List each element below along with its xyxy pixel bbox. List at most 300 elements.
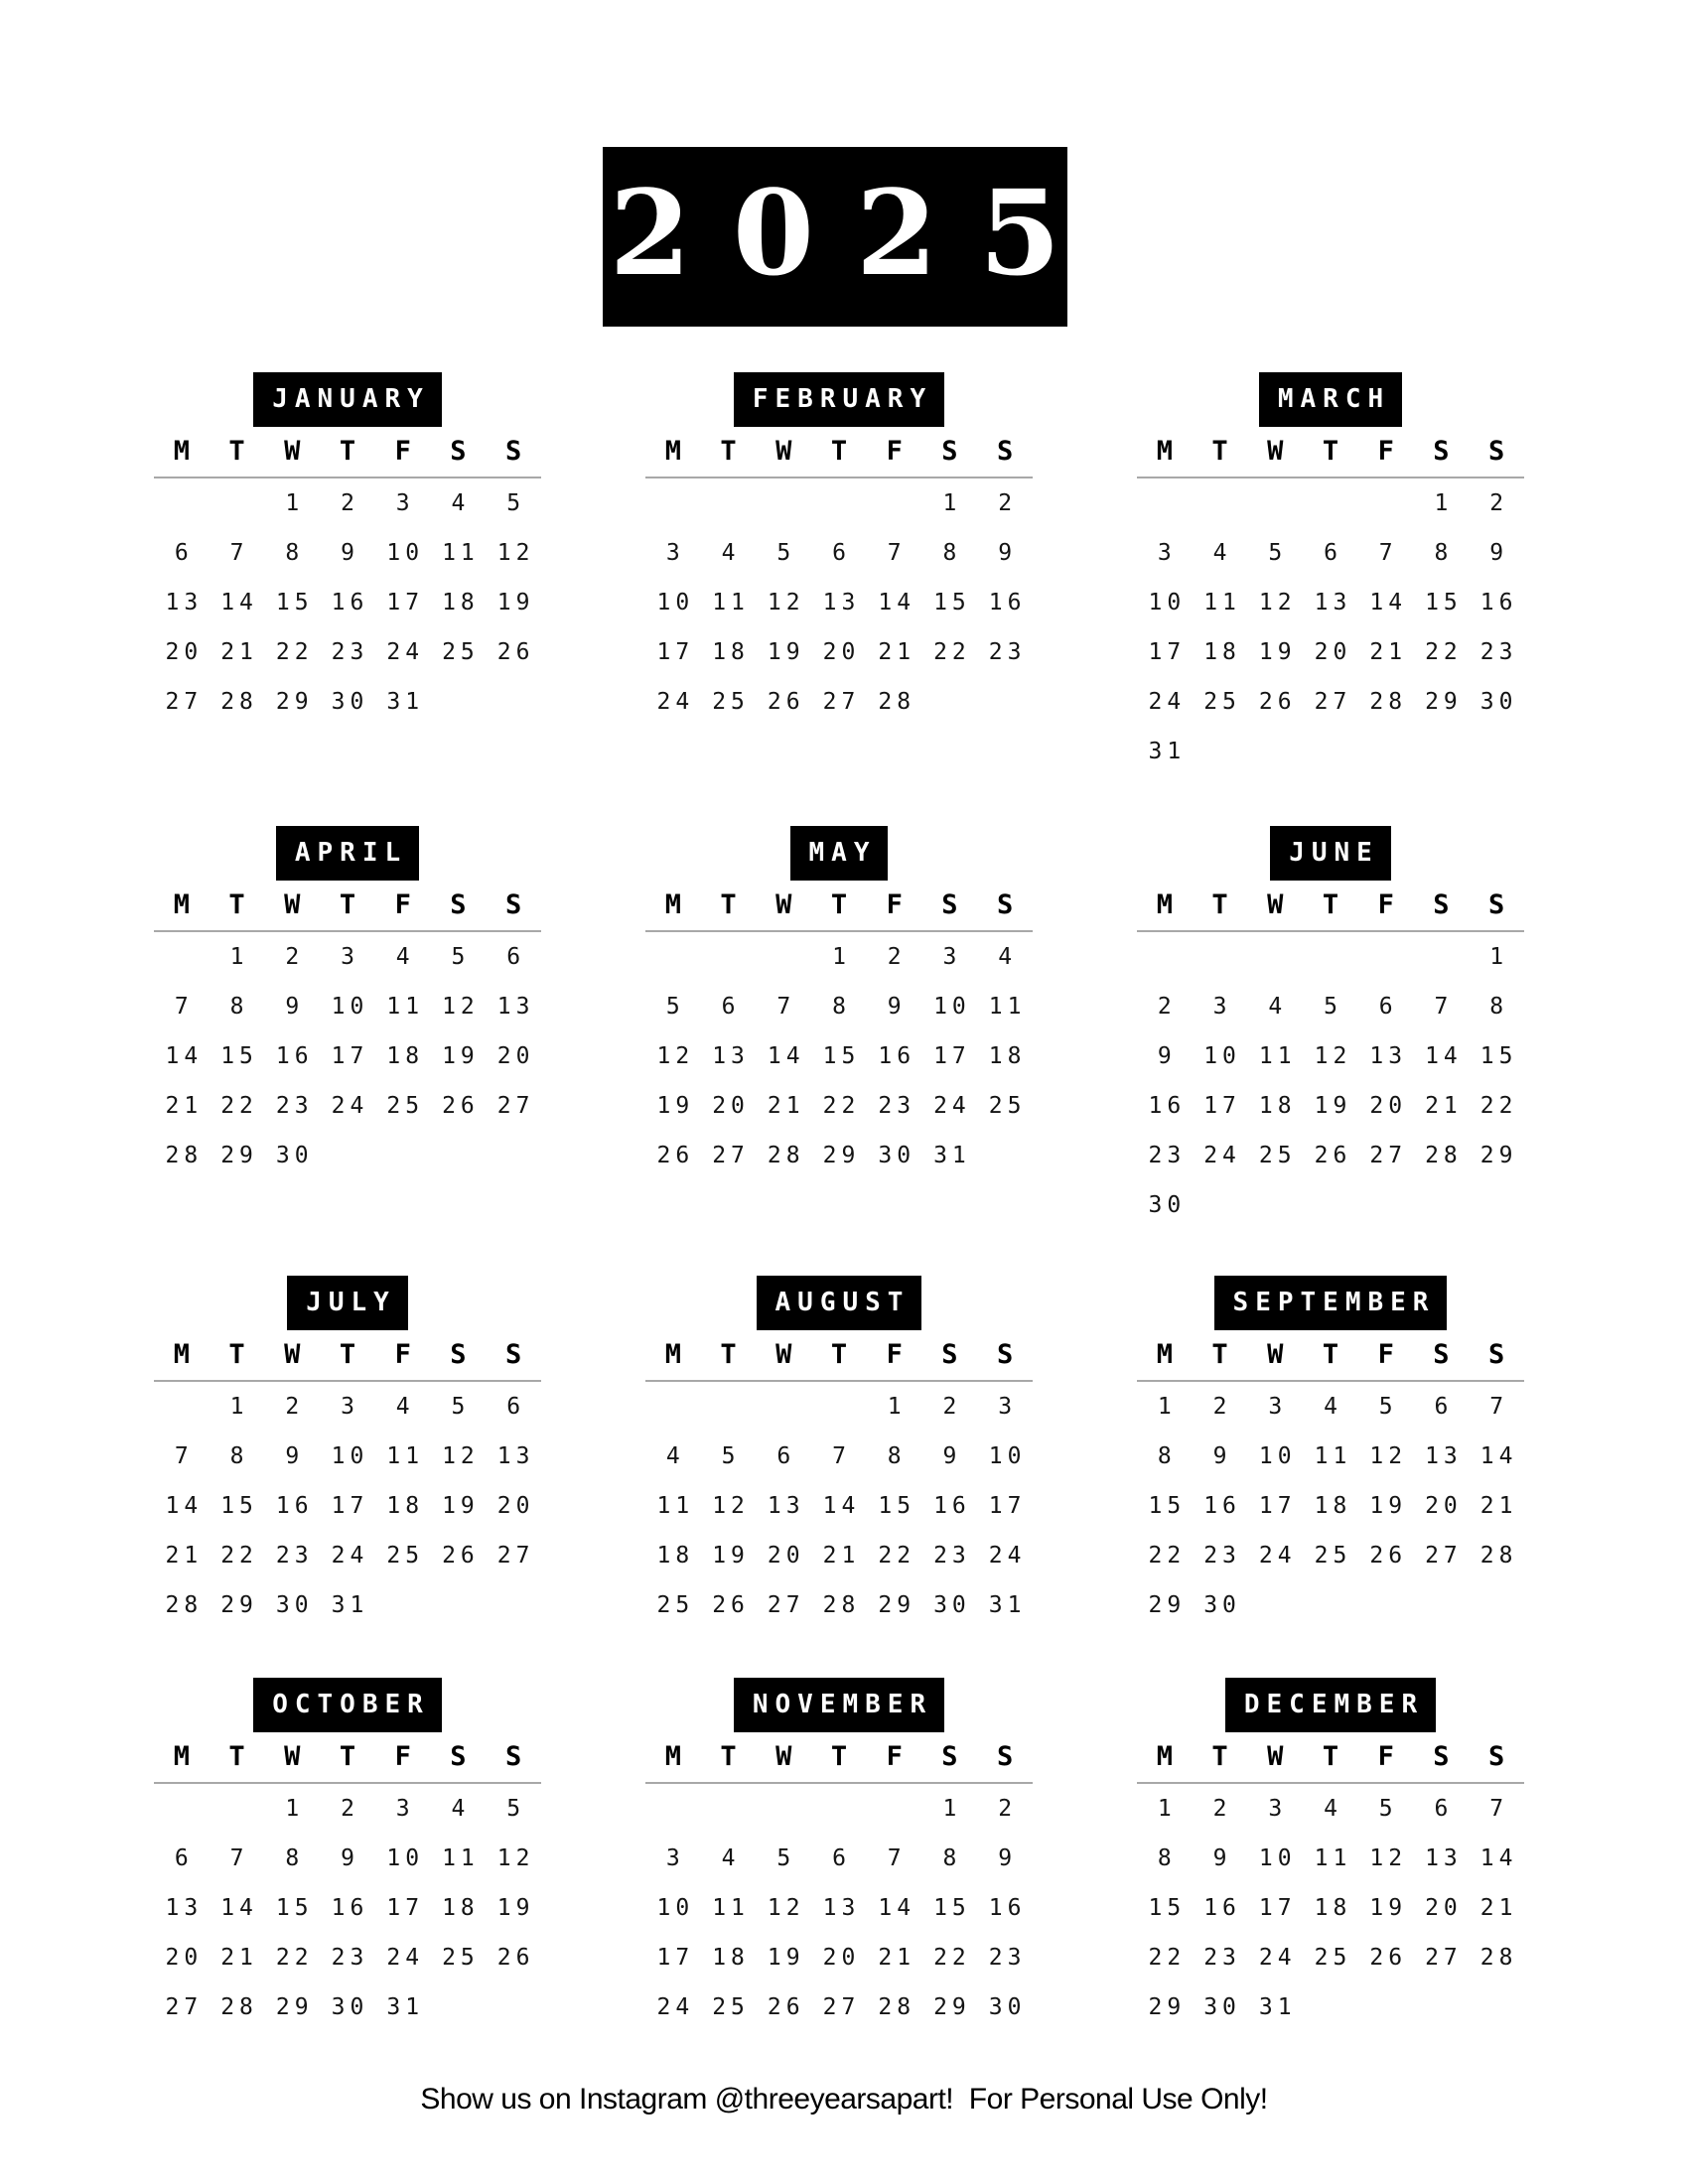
weekday-label: S — [941, 435, 958, 467]
day-cell: 29 — [275, 689, 314, 715]
day-cell: 21 — [165, 1093, 204, 1119]
weekday-header-row — [645, 887, 1033, 922]
day-cell: 15 — [275, 590, 314, 615]
weekday-label: T — [228, 888, 245, 920]
day-cell: 21 — [220, 1945, 258, 1971]
weekday-label: S — [450, 1338, 467, 1370]
day-cell: 29 — [220, 1143, 258, 1168]
day-cell: 31 — [1148, 739, 1187, 764]
months-grid — [154, 372, 1524, 2032]
day-cell: 9 — [1489, 540, 1509, 566]
day-cell: 19 — [767, 1945, 805, 1971]
day-cell: 12 — [1314, 1043, 1352, 1069]
day-cell: 12 — [442, 994, 480, 1020]
day-cell-empty — [1247, 1580, 1303, 1630]
day-cell: 8 — [1489, 994, 1509, 1020]
weekday-label: S — [1488, 1338, 1505, 1370]
week-row — [1137, 1131, 1524, 1180]
day-cell: 11 — [386, 994, 425, 1020]
day-cell: 9 — [341, 1845, 359, 1871]
month-header — [154, 826, 541, 881]
day-cell-empty — [486, 1131, 541, 1180]
week-row — [645, 528, 1033, 578]
day-cell: 5 — [1268, 540, 1288, 566]
month-header — [154, 1678, 541, 1732]
day-cell: 20 — [1425, 1895, 1463, 1921]
day-cell: 14 — [165, 1043, 204, 1069]
day-cell: 23 — [988, 1945, 1027, 1971]
day-cell-empty — [867, 1784, 922, 1834]
month-header — [645, 826, 1033, 881]
day-cell: 27 — [822, 1994, 861, 2020]
day-cell: 12 — [712, 1493, 750, 1519]
day-cell: 31 — [988, 1592, 1027, 1618]
day-cell-empty — [867, 478, 922, 528]
day-cell: 6 — [506, 1394, 526, 1420]
day-cell: 20 — [712, 1093, 750, 1119]
day-cell: 28 — [1479, 1945, 1518, 1971]
day-cell: 8 — [942, 1845, 962, 1871]
weekday-label: S — [997, 1740, 1014, 1772]
month-header — [645, 1678, 1033, 1732]
day-cell: 7 — [1489, 1394, 1509, 1420]
month-title: MAY — [790, 826, 889, 881]
weekday-label: F — [394, 435, 411, 467]
day-cell: 26 — [712, 1592, 750, 1618]
day-cell: 19 — [656, 1093, 695, 1119]
day-cell-empty — [1137, 932, 1193, 982]
day-cell: 6 — [1324, 540, 1342, 566]
day-cell: 22 — [933, 639, 971, 665]
weekday-label: T — [339, 435, 356, 467]
day-cell-empty — [1358, 478, 1414, 528]
day-cell: 14 — [1425, 1043, 1463, 1069]
month-april — [154, 826, 541, 1180]
day-cell: 31 — [1258, 1994, 1297, 2020]
weekday-label: W — [284, 435, 301, 467]
week-row — [645, 1580, 1033, 1630]
weekday-label: F — [886, 1338, 903, 1370]
day-cell: 14 — [1479, 1443, 1518, 1469]
weekday-label: T — [1211, 888, 1228, 920]
weekday-label: S — [997, 1338, 1014, 1370]
day-cell: 26 — [1258, 689, 1297, 715]
day-cell-empty — [1358, 1580, 1414, 1630]
day-cell: 11 — [1314, 1845, 1352, 1871]
day-cell: 17 — [933, 1043, 971, 1069]
week-row — [645, 1982, 1033, 2032]
weekday-label: W — [284, 1740, 301, 1772]
day-cell: 25 — [1314, 1543, 1352, 1569]
day-cell: 23 — [275, 1093, 314, 1119]
day-cell: 13 — [1314, 590, 1352, 615]
day-cell: 13 — [165, 590, 204, 615]
day-cell: 14 — [767, 1043, 805, 1069]
day-cell: 14 — [878, 590, 916, 615]
day-cell: 13 — [1369, 1043, 1408, 1069]
day-cell: 25 — [1314, 1945, 1352, 1971]
day-cell-empty — [701, 478, 757, 528]
day-cell: 4 — [1268, 994, 1288, 1020]
day-cell: 5 — [451, 944, 471, 970]
week-row — [1137, 1580, 1524, 1630]
day-cell: 20 — [496, 1043, 535, 1069]
weekday-label: S — [941, 1338, 958, 1370]
day-cell: 28 — [1425, 1143, 1463, 1168]
week-row — [645, 932, 1033, 982]
day-cell: 1 — [229, 944, 249, 970]
day-cell-empty — [811, 1382, 867, 1432]
day-cell: 18 — [1258, 1093, 1297, 1119]
day-cell: 31 — [331, 1592, 369, 1618]
day-cell: 21 — [767, 1093, 805, 1119]
day-cell: 9 — [1212, 1845, 1232, 1871]
weekday-label: S — [997, 888, 1014, 920]
day-cell: 11 — [1258, 1043, 1297, 1069]
weekday-label: F — [886, 888, 903, 920]
month-header — [1137, 1678, 1524, 1732]
day-cell-empty — [210, 1784, 265, 1834]
day-cell: 2 — [1157, 994, 1177, 1020]
week-row — [154, 1131, 541, 1180]
weekday-label: S — [1433, 888, 1450, 920]
month-header — [1137, 826, 1524, 881]
weekday-label: T — [830, 435, 848, 467]
day-cell-empty — [701, 932, 757, 982]
month-august — [645, 1276, 1033, 1630]
weekday-label: T — [1211, 1338, 1228, 1370]
day-cell: 2 — [341, 1796, 359, 1822]
week-row — [1137, 982, 1524, 1031]
day-cell: 2 — [341, 490, 359, 516]
day-cell: 11 — [1203, 590, 1241, 615]
weekday-label: T — [339, 1338, 356, 1370]
day-cell: 9 — [887, 994, 907, 1020]
day-cell-empty — [486, 677, 541, 727]
day-cell: 13 — [822, 1895, 861, 1921]
day-cell: 30 — [331, 689, 369, 715]
weekday-label: T — [228, 1338, 245, 1370]
day-cell: 14 — [1479, 1845, 1518, 1871]
weekday-label: F — [1377, 888, 1394, 920]
day-cell: 23 — [1203, 1945, 1241, 1971]
weekday-label: S — [450, 888, 467, 920]
day-cell-empty — [1247, 478, 1303, 528]
day-cell: 23 — [1148, 1143, 1187, 1168]
day-cell: 5 — [776, 540, 796, 566]
day-cell: 10 — [331, 1443, 369, 1469]
day-cell: 5 — [451, 1394, 471, 1420]
day-cell: 27 — [767, 1592, 805, 1618]
month-title: FEBRUARY — [734, 372, 944, 427]
day-cell: 15 — [1425, 590, 1463, 615]
day-cell: 22 — [1148, 1543, 1187, 1569]
day-cell: 12 — [656, 1043, 695, 1069]
day-cell-empty — [1193, 478, 1248, 528]
day-cell: 18 — [442, 1895, 480, 1921]
day-cell: 18 — [988, 1043, 1027, 1069]
day-cell: 3 — [1157, 540, 1177, 566]
day-cell: 4 — [1324, 1394, 1342, 1420]
day-cell: 10 — [656, 590, 695, 615]
day-cell: 16 — [988, 590, 1027, 615]
day-cell: 21 — [1369, 639, 1408, 665]
day-cell: 6 — [721, 994, 741, 1020]
day-cell-empty — [1414, 1982, 1470, 2032]
day-cell: 8 — [1434, 540, 1454, 566]
week-row — [154, 478, 541, 528]
weekday-label: W — [1267, 1338, 1284, 1370]
weekday-label: S — [505, 1338, 522, 1370]
day-cell: 20 — [822, 639, 861, 665]
month-january — [154, 372, 541, 727]
day-cell: 24 — [656, 689, 695, 715]
day-cell: 9 — [341, 540, 359, 566]
day-cell-empty — [1469, 1982, 1524, 2032]
day-cell: 18 — [712, 1945, 750, 1971]
day-cell-empty — [701, 1382, 757, 1432]
day-cell: 27 — [165, 1994, 204, 2020]
day-cell: 22 — [1479, 1093, 1518, 1119]
day-cell: 1 — [1157, 1796, 1177, 1822]
day-cell: 7 — [174, 1443, 194, 1469]
day-cell: 19 — [767, 639, 805, 665]
day-cell: 3 — [1268, 1394, 1288, 1420]
day-cell: 29 — [1148, 1592, 1187, 1618]
month-header — [154, 1276, 541, 1330]
day-cell: 8 — [887, 1443, 907, 1469]
day-cell: 12 — [496, 540, 535, 566]
month-june — [1137, 826, 1524, 1230]
week-row — [1137, 727, 1524, 776]
week-row — [645, 1883, 1033, 1933]
month-header — [645, 1276, 1033, 1330]
day-cell: 12 — [1369, 1845, 1408, 1871]
day-cell: 24 — [331, 1543, 369, 1569]
week-row — [1137, 1982, 1524, 2032]
day-cell: 28 — [1369, 689, 1408, 715]
day-cell: 16 — [1203, 1493, 1241, 1519]
day-cell: 3 — [665, 1845, 685, 1871]
day-cell: 22 — [878, 1543, 916, 1569]
day-cell: 16 — [1148, 1093, 1187, 1119]
day-cell: 31 — [386, 689, 425, 715]
day-cell: 8 — [1157, 1845, 1177, 1871]
month-title: APRIL — [276, 826, 419, 881]
day-cell-empty — [1469, 727, 1524, 776]
day-cell-empty — [154, 932, 210, 982]
day-cell: 5 — [1378, 1394, 1398, 1420]
week-row — [1137, 578, 1524, 627]
day-cell: 23 — [933, 1543, 971, 1569]
week-row — [645, 478, 1033, 528]
weekday-label: S — [997, 435, 1014, 467]
day-cell: 2 — [1212, 1796, 1232, 1822]
month-title: AUGUST — [757, 1276, 922, 1330]
day-cell: 15 — [220, 1493, 258, 1519]
day-cell-empty — [645, 478, 701, 528]
week-row — [154, 627, 541, 677]
weekday-label: T — [830, 1338, 848, 1370]
day-cell: 29 — [1425, 689, 1463, 715]
day-cell: 14 — [220, 1895, 258, 1921]
day-cell: 8 — [285, 540, 305, 566]
day-cell: 18 — [1314, 1895, 1352, 1921]
day-cell: 22 — [275, 639, 314, 665]
week-row — [1137, 1031, 1524, 1081]
day-cell: 26 — [1314, 1143, 1352, 1168]
weekday-label: S — [1433, 1740, 1450, 1772]
weekday-label: W — [1267, 435, 1284, 467]
day-cell: 26 — [442, 1093, 480, 1119]
day-cell: 3 — [942, 944, 962, 970]
day-cell: 15 — [933, 590, 971, 615]
day-cell: 16 — [878, 1043, 916, 1069]
month-title: SEPTEMBER — [1214, 1276, 1448, 1330]
day-cell: 2 — [1489, 490, 1509, 516]
week-row — [154, 1982, 541, 2032]
day-cell: 9 — [1212, 1443, 1232, 1469]
day-cell: 6 — [832, 540, 851, 566]
day-cell: 16 — [988, 1895, 1027, 1921]
day-cell: 17 — [386, 590, 425, 615]
day-cell: 9 — [942, 1443, 962, 1469]
day-cell: 2 — [1212, 1394, 1232, 1420]
day-cell: 5 — [506, 490, 526, 516]
day-cell: 14 — [878, 1895, 916, 1921]
week-row — [645, 677, 1033, 727]
week-row — [154, 1883, 541, 1933]
month-title: DECEMBER — [1225, 1678, 1436, 1732]
week-row — [645, 1834, 1033, 1883]
day-cell: 27 — [712, 1143, 750, 1168]
day-cell: 6 — [776, 1443, 796, 1469]
weekday-label: T — [1322, 435, 1339, 467]
day-cell-empty — [431, 1131, 487, 1180]
weekday-label: T — [228, 435, 245, 467]
day-cell-empty — [1193, 932, 1248, 982]
day-cell: 24 — [386, 1945, 425, 1971]
day-cell: 24 — [656, 1994, 695, 2020]
day-cell: 16 — [275, 1043, 314, 1069]
day-cell: 25 — [1203, 689, 1241, 715]
day-cell: 4 — [721, 1845, 741, 1871]
week-row — [645, 1481, 1033, 1531]
day-cell: 10 — [933, 994, 971, 1020]
day-cell: 30 — [933, 1592, 971, 1618]
day-cell: 27 — [1369, 1143, 1408, 1168]
day-cell: 30 — [988, 1994, 1027, 2020]
day-cell: 5 — [1324, 994, 1342, 1020]
day-cell: 5 — [506, 1796, 526, 1822]
week-row — [154, 1531, 541, 1580]
day-cell: 27 — [165, 689, 204, 715]
week-row — [154, 578, 541, 627]
day-cell-empty — [1193, 727, 1248, 776]
day-cell: 2 — [998, 490, 1018, 516]
day-cell-empty — [486, 1982, 541, 2032]
month-title: OCTOBER — [253, 1678, 442, 1732]
day-cell: 15 — [1479, 1043, 1518, 1069]
day-cell: 9 — [285, 994, 305, 1020]
weekday-label: M — [1156, 1338, 1173, 1370]
day-cell: 7 — [832, 1443, 851, 1469]
weekday-label: M — [664, 1338, 681, 1370]
day-cell: 24 — [1258, 1945, 1297, 1971]
day-cell: 28 — [822, 1592, 861, 1618]
day-cell: 4 — [1212, 540, 1232, 566]
day-cell: 15 — [933, 1895, 971, 1921]
week-row — [154, 1580, 541, 1630]
day-cell: 26 — [496, 639, 535, 665]
day-cell: 22 — [822, 1093, 861, 1119]
month-title: NOVEMBER — [734, 1678, 944, 1732]
day-cell: 8 — [229, 1443, 249, 1469]
day-cell-empty — [701, 1784, 757, 1834]
weekday-label: F — [1377, 1338, 1394, 1370]
day-cell: 15 — [220, 1043, 258, 1069]
day-cell: 23 — [331, 1945, 369, 1971]
day-cell: 6 — [1434, 1796, 1454, 1822]
weekday-label: S — [941, 888, 958, 920]
day-cell: 1 — [942, 490, 962, 516]
day-cell: 24 — [331, 1093, 369, 1119]
day-cell: 6 — [1378, 994, 1398, 1020]
day-cell-empty — [1193, 1180, 1248, 1230]
weekday-label: S — [1433, 435, 1450, 467]
month-may — [645, 826, 1033, 1180]
day-cell-empty — [1303, 727, 1358, 776]
day-cell: 11 — [442, 1845, 480, 1871]
weekday-label: S — [1488, 435, 1505, 467]
weekday-label: S — [450, 435, 467, 467]
weekday-label: W — [775, 888, 792, 920]
day-cell: 7 — [887, 540, 907, 566]
day-cell: 2 — [887, 944, 907, 970]
day-cell: 24 — [933, 1093, 971, 1119]
day-cell: 19 — [442, 1493, 480, 1519]
day-cell: 17 — [331, 1493, 369, 1519]
day-cell: 7 — [174, 994, 194, 1020]
week-row — [1137, 1883, 1524, 1933]
day-cell-empty — [431, 1580, 487, 1630]
day-cell: 7 — [887, 1845, 907, 1871]
day-cell: 6 — [832, 1845, 851, 1871]
day-cell: 25 — [988, 1093, 1027, 1119]
day-cell: 22 — [1425, 639, 1463, 665]
weekday-label: F — [394, 1740, 411, 1772]
weekday-header-row — [1137, 1336, 1524, 1372]
day-cell: 14 — [165, 1493, 204, 1519]
day-cell-empty — [1247, 932, 1303, 982]
day-cell: 2 — [285, 944, 305, 970]
day-cell: 23 — [1203, 1543, 1241, 1569]
day-cell-empty — [1414, 1180, 1470, 1230]
day-cell: 18 — [442, 590, 480, 615]
weekday-label: W — [284, 888, 301, 920]
day-cell: 15 — [1148, 1493, 1187, 1519]
weekday-label: M — [173, 435, 190, 467]
day-cell: 23 — [331, 639, 369, 665]
day-cell: 5 — [721, 1443, 741, 1469]
year-banner — [603, 147, 1103, 327]
day-cell-empty — [375, 1131, 431, 1180]
day-cell: 10 — [1258, 1845, 1297, 1871]
day-cell: 18 — [1314, 1493, 1352, 1519]
weekday-label: T — [228, 1740, 245, 1772]
day-cell: 22 — [933, 1945, 971, 1971]
weekday-header-row — [1137, 887, 1524, 922]
